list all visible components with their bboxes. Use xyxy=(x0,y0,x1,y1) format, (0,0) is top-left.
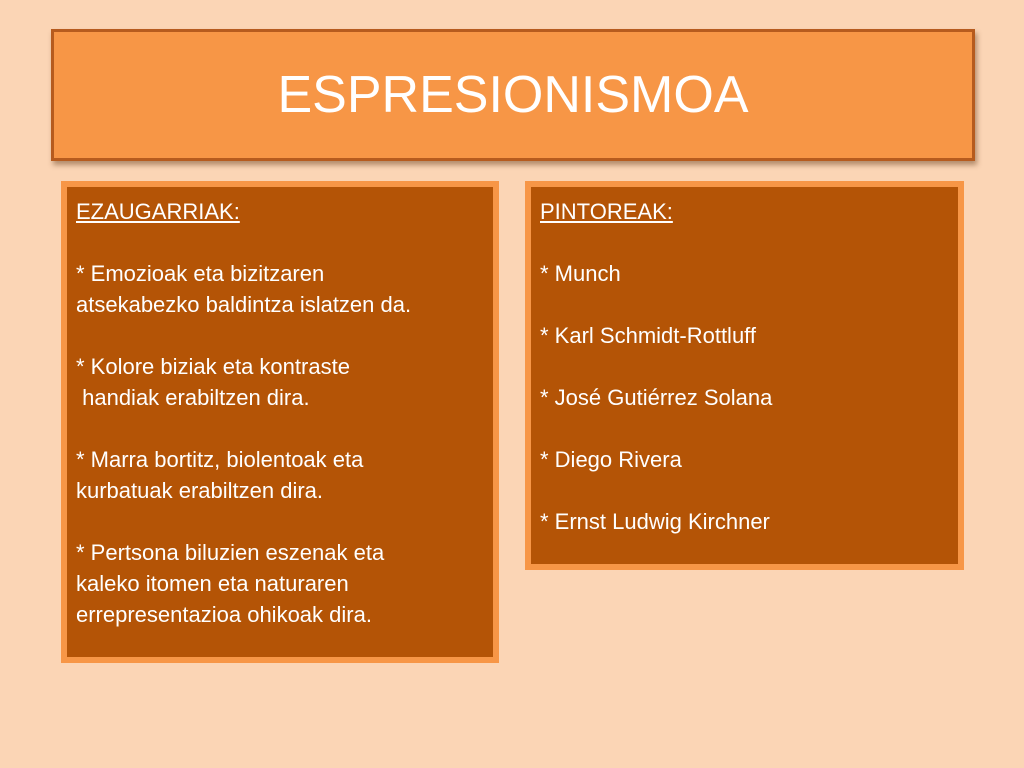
painter-item: * Munch xyxy=(540,261,621,286)
painter-item: * Ernst Ludwig Kirchner xyxy=(540,509,770,534)
title-banner xyxy=(51,29,975,161)
characteristic-line: * Pertsona biluzien eszenak eta xyxy=(76,540,385,565)
painters-heading: PINTOREAK: xyxy=(540,199,673,224)
characteristics-panel xyxy=(61,181,499,663)
characteristic-line: * Marra bortitz, biolentoak eta xyxy=(76,447,364,472)
characteristic-line: kaleko itomen eta naturaren xyxy=(76,571,349,596)
painters-panel xyxy=(525,181,964,570)
characteristics-heading: EZAUGARRIAK: xyxy=(76,199,240,224)
painter-item: * Diego Rivera xyxy=(540,447,682,472)
characteristic-line: * Emozioak eta bizitzaren xyxy=(76,261,325,286)
characteristic-line: * Kolore biziak eta kontraste xyxy=(76,354,350,379)
characteristic-line: kurbatuak erabiltzen dira. xyxy=(76,478,324,503)
slide-title: ESPRESIONISMOA xyxy=(277,66,749,124)
characteristic-line: errepresentazioa ohikoak dira. xyxy=(76,602,372,627)
painter-item: * Karl Schmidt-Rottluff xyxy=(540,323,757,348)
characteristic-line: handiak erabiltzen dira. xyxy=(76,385,310,410)
characteristic-line: atsekabezko baldintza islatzen da. xyxy=(76,292,412,317)
painter-item: * José Gutiérrez Solana xyxy=(540,385,773,410)
